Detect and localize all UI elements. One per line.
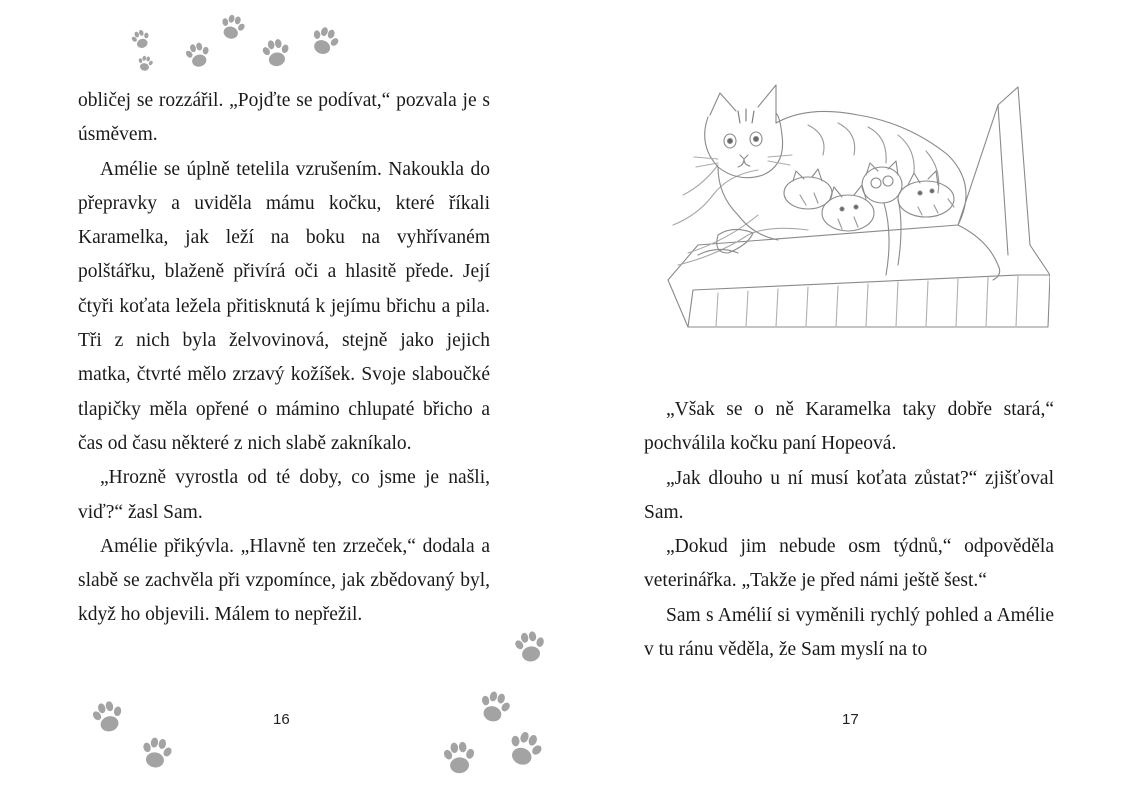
paw-print-icon — [436, 736, 482, 780]
paragraph: Sam s Amélií si vyměnili rychlý pohled a Amélie v tu ránu věděla, že Sam myslí na to — [644, 604, 1054, 661]
paragraph: „Hrozně vyrostla od té doby, co jsme je našli, viď?“ žasl Sam. — [78, 467, 490, 523]
paw-print-icon — [180, 38, 216, 72]
right-page-text — [644, 393, 1054, 667]
paragraph: Amélie přikývla. „Hlavně ten zrzeček,“ dodala a slabě se zachvěla při vzpomínce, jak zbědovaný byl, když ho objevili. Málem to nepřežil. — [78, 535, 490, 626]
paw-print-icon — [508, 626, 552, 668]
paw-print-icon — [500, 726, 548, 772]
paw-print-icon — [214, 10, 250, 44]
paragraph: „Dokud jim nebude osm týdnů,“ odpověděla veterinářka. „Takže je před námi ještě šest.“ — [644, 536, 1054, 592]
left-page-text — [78, 84, 490, 633]
paragraph: „Však se o ně Karamelka taky dobře stará,“ pochválila kočku paní Hopeová. — [644, 399, 1054, 455]
page-number: 17 — [842, 711, 859, 728]
paw-print-icon — [133, 52, 157, 74]
paragraph: Amélie se úplně tetelila vzrušením. Nakoukla do přepravky a uviděla mámu kočku, které říkali Karamelka, jak leží na boku na vyhřívaném polštářku, blaženě přivírá oči a hlasitě přede. Její čtyři koťata ležela přitisknutá k jejímu břichu a pila. Tři z nich byla želvovinová, stejně jako jejich matka, čtvrté mělo zrzavý kožíšek. Svoje slaboučké tlapičky měla opřené o mámino chlupaté břicho a čas od času některé z nich slabě zakníkalo. — [78, 158, 490, 454]
paw-print-icon — [126, 26, 156, 52]
cat-with-kittens-illustration — [658, 75, 1050, 337]
paw-print-icon — [134, 732, 178, 774]
paw-print-icon — [86, 696, 130, 738]
right-page — [566, 0, 1132, 800]
paw-print-icon — [472, 686, 516, 728]
paragraph: „Jak dlouho u ní musí koťata zůstat?“ zjišťoval Sam. — [644, 467, 1054, 523]
paragraph: obličej se rozzářil. „Pojďte se podívat,“ pozvala je s úsměvem. — [78, 90, 490, 146]
paw-print-icon — [256, 34, 296, 72]
paw-print-icon — [304, 22, 344, 60]
page-number: 16 — [273, 711, 290, 728]
